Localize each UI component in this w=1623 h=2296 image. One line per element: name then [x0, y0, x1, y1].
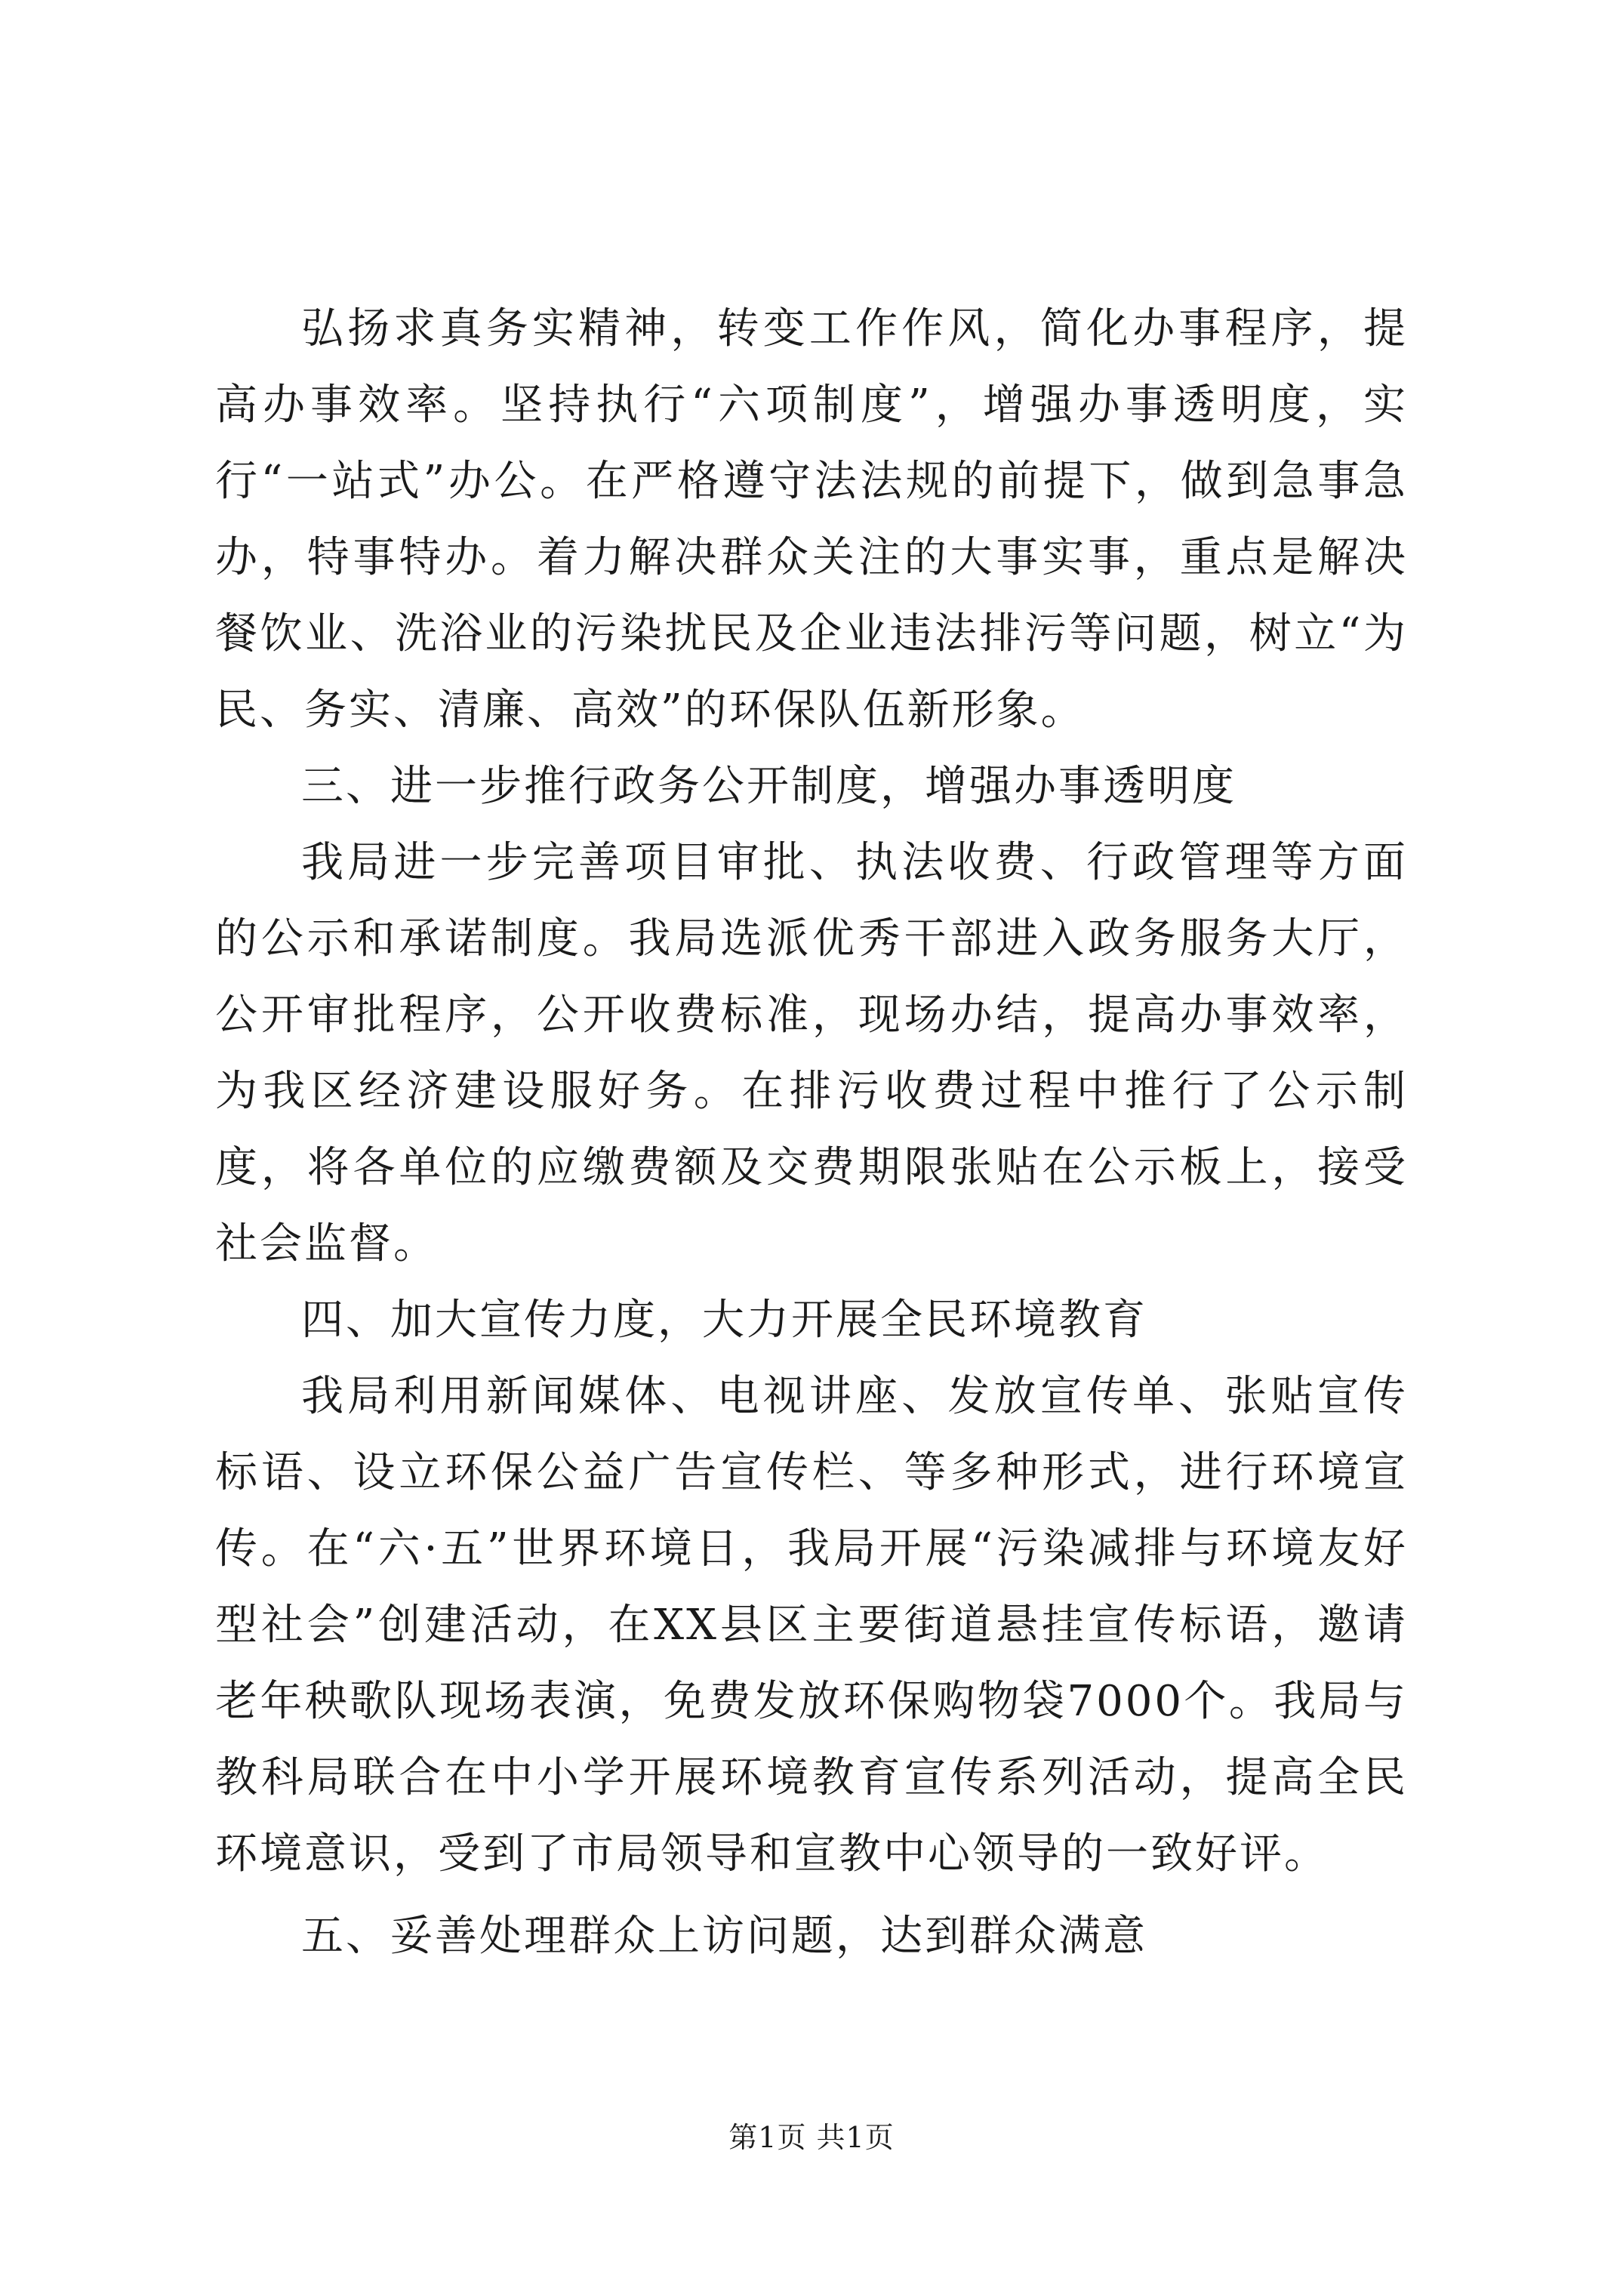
section-heading-3: 三、进一步推行政务公开制度，增强办事透明度 — [301, 762, 1236, 811]
document-body — [215, 291, 1408, 1974]
body-paragraph: 我局利用新闻媒体、电视讲座、发放宣传单、张贴宣传标语、设立环保公益广告宣传栏、等多种形式，进行环境宣传。在“六·五”世界环境日，我局开展“污染减排与环境友好型社会”创建活动，在XX县区主要街道悬挂宣传标语，邀请老年秧歌队现场表演，免费发放环保购物袋7000个。我局与教科局联合在中小学开展环境教育宣传系列活动，提高全民环境意识，受到了市局领导和宣教中心领导的一致好评。 — [215, 1372, 1408, 1878]
page-footer: 第1页 共1页 — [728, 2121, 895, 2154]
section-heading-4: 四、加大宣传力度，大力开展全民环境教育 — [301, 1296, 1147, 1345]
body-paragraph: 弘扬求真务实精神，转变工作作风，简化办事程序，提高办事效率。坚持执行“六项制度”，增强办事透明度，实行“一站式”办公。在严格遵守法法规的前提下，做到急事急办，特事特办。着力解决群众关注的大事实事，重点是解决餐饮业、洗浴业的污染扰民及企业违法排污等问题，树立“为民、务实、清廉、高效”的环保队伍新形象。 — [215, 304, 1408, 735]
body-paragraph: 我局进一步完善项目审批、执法收费、行政管理等方面的公示和承诺制度。我局选派优秀干部进入政务服务大厅，公开审批程序，公开收费标准，现场办结，提高办事效率，为我区经济建设服好务。在排污收费过程中推行了公示制度，将各单位的应缴费额及交费期限张贴在公示板上，接受社会监督。 — [215, 838, 1408, 1268]
section-heading-5: 五、妥善处理群众上访问题，达到群众满意 — [301, 1912, 1147, 1961]
